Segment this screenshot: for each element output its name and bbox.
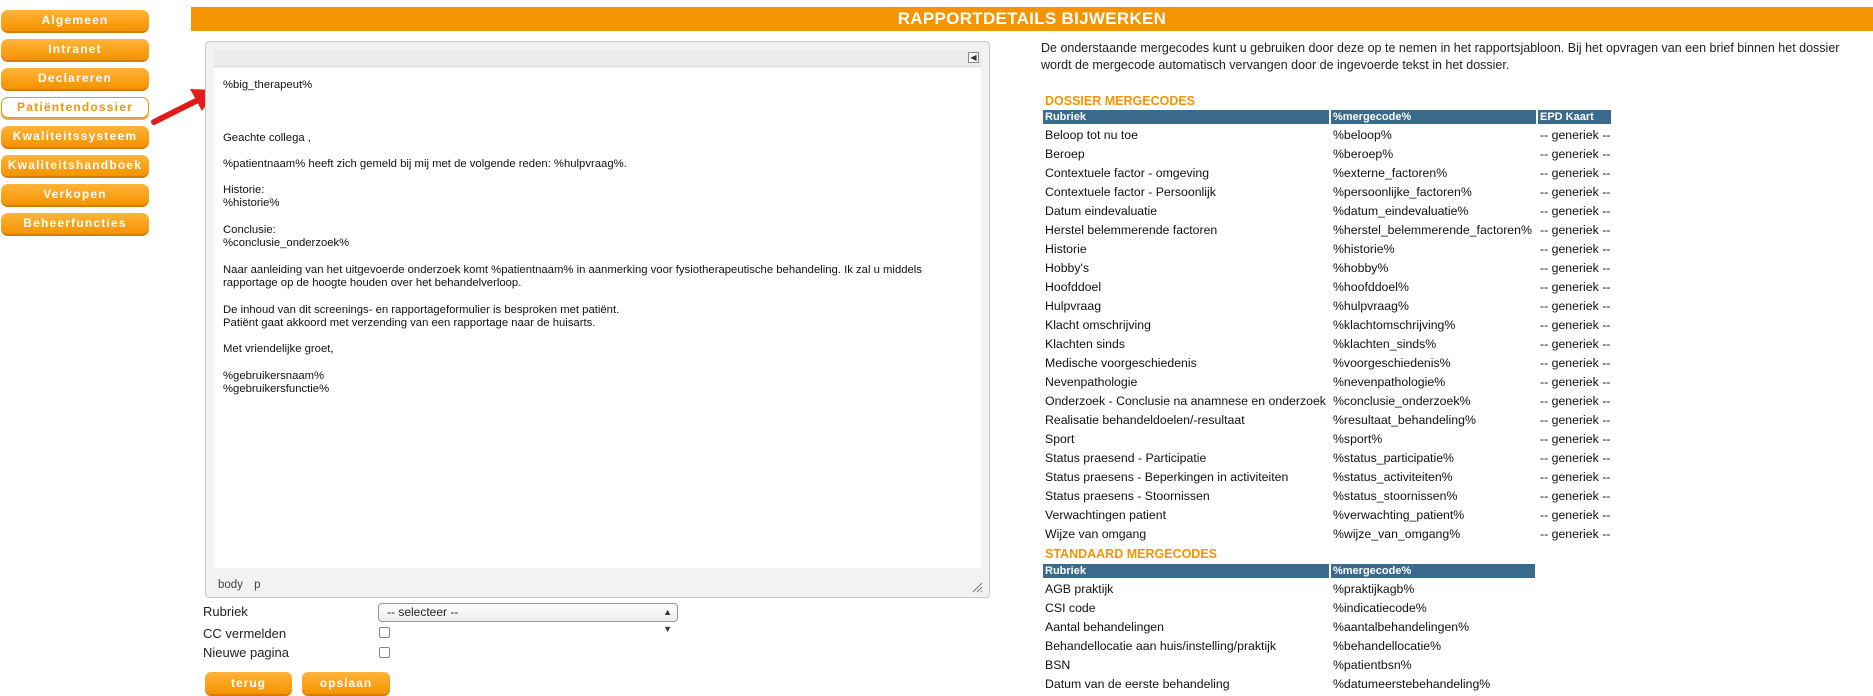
terug-button[interactable]: terug [205,672,292,694]
cell-rubriek: BSN [1045,658,1071,672]
cell-epd-kaart: -- generiek -- [1540,166,1611,180]
rubriek-select[interactable] [378,603,678,634]
nieuwe-pagina-label: Nieuwe pagina [203,645,290,660]
cell-epd-kaart: -- generiek -- [1540,489,1611,503]
cell-rubriek: AGB praktijk [1045,582,1114,596]
cell-rubriek: Medische voorgeschiedenis [1045,356,1197,370]
table-row [1043,373,1613,392]
cell-mergecode: %hulpvraag% [1333,299,1409,313]
cell-epd-kaart: -- generiek -- [1540,242,1611,256]
cell-mergecode: %datumeerstebehandeling% [1333,677,1491,691]
table-row [1043,259,1613,278]
table-row [1043,506,1613,525]
cell-epd-kaart: -- generiek -- [1540,470,1611,484]
table-row [1043,221,1613,240]
cell-mergecode: %praktijkagb% [1333,582,1415,596]
cell-rubriek: Contextuele factor - Persoonlijk [1045,185,1216,199]
editor-line: %gebruikersnaam% [223,370,325,382]
nav-declareren[interactable]: Declareren [1,68,149,89]
table-row [1043,411,1613,430]
cell-mergecode: %resultaat_behandeling% [1333,413,1476,427]
cell-rubriek: CSI code [1045,601,1096,615]
nav-kwaliteitssysteem[interactable]: Kwaliteitssysteem [1,126,149,147]
nav-beheerfuncties[interactable]: Beheerfuncties [1,213,149,234]
cell-mergecode: %persoonlijke_factoren% [1333,185,1472,199]
cell-epd-kaart: -- generiek -- [1540,337,1611,351]
cell-mergecode: %indicatiecode% [1333,601,1427,615]
table-row [1043,126,1613,145]
cell-mergecode: %datum_eindevaluatie% [1333,204,1469,218]
editor-line: %patientnaam% heeft zich gemeld bij mij met de volgende reden: %hulpvraag%. [223,158,627,170]
cell-mergecode: %hobby% [1333,261,1389,275]
path-body[interactable]: body [218,579,243,591]
nav-kwaliteitshandboek[interactable]: Kwaliteitshandboek [1,155,149,176]
cell-mergecode: %voorgeschiedenis% [1333,356,1451,370]
table-row [1043,240,1613,259]
opslaan-button[interactable]: opslaan [302,672,390,694]
header-rubriek: Rubriek [1045,565,1086,577]
cell-rubriek: Status praesens - Beperkingen in activiteiten [1045,470,1289,484]
header-mergecode: %mergecode% [1333,565,1412,577]
table-row [1043,316,1613,335]
cell-rubriek: Sport [1045,432,1075,446]
editor-line: Conclusie: [223,224,276,236]
nav-verkopen[interactable]: Verkopen [1,184,149,205]
cell-rubriek: Status praesend - Participatie [1045,451,1207,465]
header-epd-kaart: EPD Kaart [1540,111,1594,123]
cell-rubriek: Historie [1045,242,1087,256]
cell-rubriek: Aantal behandelingen [1045,620,1164,634]
rubriek-select-value: -- selecteer -- [387,605,459,619]
cell-epd-kaart: -- generiek -- [1540,128,1611,142]
cell-rubriek: Status praesens - Stoornissen [1045,489,1210,503]
editor-line: De inhoud van dit screenings- en rapportageformulier is besproken met patiënt. [223,304,620,316]
editor-line: %historie% [223,197,280,209]
table-row [1043,656,1613,675]
resize-grip-icon[interactable] [971,581,983,593]
table-row [1043,637,1613,656]
cell-rubriek: Nevenpathologie [1045,375,1138,389]
cell-epd-kaart: -- generiek -- [1540,223,1611,237]
table-row [1043,335,1613,354]
cell-rubriek: Behandellocatie aan huis/instelling/praktijk [1045,639,1277,653]
nav-patientendossier[interactable]: Patiëntendossier [1,97,149,118]
cell-rubriek: Beroep [1045,147,1085,161]
cell-mergecode: %externe_factoren% [1333,166,1448,180]
cell-mergecode: %sport% [1333,432,1383,446]
collapse-toolbar-icon[interactable]: ◀ [968,52,979,63]
intro-text: De onderstaande mergecodes kunt u gebruiken door deze op te nemen in het rapportsjabloon. Bij het opvragen van een brief binnen het dossier wordt de mergecode automatisch vervangen door de ingevoerde tekst in het dossier. [1041,41,1840,72]
path-p[interactable]: p [254,579,261,591]
table-row [1043,468,1613,487]
cell-mergecode: %verwachting_patient% [1333,508,1465,522]
standaard-table-header [1043,564,1535,578]
cell-mergecode: %hoofddoel% [1333,280,1409,294]
cell-mergecode: %historie% [1333,242,1395,256]
cell-epd-kaart: -- generiek -- [1540,432,1611,446]
nav-algemeen[interactable]: Algemeen [1,10,149,31]
cell-rubriek: Contextuele factor - omgeving [1045,166,1210,180]
table-row [1043,487,1613,506]
table-row [1043,580,1613,599]
editor-line: %conclusie_onderzoek% [223,237,350,249]
table-row [1043,599,1613,618]
table-row [1043,449,1613,468]
select-arrows-icon: ▲ ▼ [663,607,672,634]
editor-line: %gebruikersfunctie% [223,383,330,395]
cell-mergecode: %klachtomschrijving% [1333,318,1456,332]
table-row [1043,392,1613,411]
cell-rubriek: Klacht omschrijving [1045,318,1151,332]
editor-content-area[interactable] [214,68,981,568]
cell-rubriek: Verwachtingen patient [1045,508,1167,522]
dossier-table-header [1043,110,1611,124]
cell-mergecode: %beloop% [1333,128,1392,142]
dossier-section-title: DOSSIER MERGECODES [1045,94,1196,108]
cell-mergecode: %beroep% [1333,147,1394,161]
standaard-section-title: STANDAARD MERGECODES [1045,547,1217,561]
table-row [1043,430,1613,449]
cell-rubriek: Klachten sinds [1045,337,1125,351]
editor-line: %big_therapeut% [223,79,313,91]
cell-mergecode: %conclusie_onderzoek% [1333,394,1471,408]
cell-mergecode: %status_stoornissen% [1333,489,1458,503]
cell-rubriek: Herstel belemmerende factoren [1045,223,1218,237]
header-mergecode: %mergecode% [1333,111,1412,123]
cell-epd-kaart: -- generiek -- [1540,318,1611,332]
cell-rubriek: Datum eindevaluatie [1045,204,1158,218]
editor-line: Patiënt gaat akkoord met verzending van een rapportage naar de huisarts. [223,317,596,329]
cell-mergecode: %status_participatie% [1333,451,1454,465]
table-row [1043,297,1613,316]
table-row [1043,525,1613,544]
cell-rubriek: Hulpvraag [1045,299,1102,313]
cell-rubriek: Beloop tot nu toe [1045,128,1138,142]
table-row [1043,675,1613,694]
table-row [1043,354,1613,373]
header-rubriek: Rubriek [1045,111,1086,123]
cell-rubriek: Hobby's [1045,261,1090,275]
cell-epd-kaart: -- generiek -- [1540,280,1611,294]
cell-epd-kaart: -- generiek -- [1540,527,1611,541]
cc-checkbox[interactable] [379,627,390,638]
cell-mergecode: %wijze_van_omgang% [1333,527,1461,541]
rich-text-editor [205,41,990,598]
editor-element-path [218,579,269,591]
cell-mergecode: %klachten_sinds% [1333,337,1437,351]
table-row [1043,145,1613,164]
cc-label: CC vermelden [203,626,287,641]
table-row [1043,618,1613,637]
editor-line: Geachte collega , [223,132,311,144]
cell-epd-kaart: -- generiek -- [1540,508,1611,522]
cell-mergecode: %nevenpathologie% [1333,375,1446,389]
editor-line: rapportage op de hoogte houden over het behandelverloop. [223,277,522,289]
cell-epd-kaart: -- generiek -- [1540,413,1611,427]
cell-mergecode: %herstel_belemmerende_factoren% [1333,223,1532,237]
cell-epd-kaart: -- generiek -- [1540,375,1611,389]
cell-mergecode: %status_activiteiten% [1333,470,1453,484]
editor-line: Naar aanleiding van het uitgevoerde onderzoek komt %patientnaam% in aanmerking voor fysiotherapeutische behandeling. Ik zal u middels [223,264,922,276]
rubriek-label: Rubriek [203,604,248,619]
editor-line: Historie: [223,184,265,196]
cell-epd-kaart: -- generiek -- [1540,185,1611,199]
cell-mergecode: %patientbsn% [1333,658,1412,672]
cell-mergecode: %behandellocatie% [1333,639,1442,653]
editor-line: Met vriendelijke groet, [223,343,334,355]
cell-epd-kaart: -- generiek -- [1540,356,1611,370]
cell-epd-kaart: -- generiek -- [1540,451,1611,465]
cell-rubriek: Hoofddoel [1045,280,1102,294]
cell-rubriek: Wijze van omgang [1045,527,1147,541]
table-row [1043,202,1613,221]
cell-epd-kaart: -- generiek -- [1540,261,1611,275]
cell-epd-kaart: -- generiek -- [1540,394,1611,408]
cell-epd-kaart: -- generiek -- [1540,204,1611,218]
cell-epd-kaart: -- generiek -- [1540,147,1611,161]
nav-intranet[interactable]: Intranet [1,39,149,60]
cell-rubriek: Datum van de eerste behandeling [1045,677,1230,691]
page-title: RAPPORTDETAILS BIJWERKEN [191,7,1873,31]
cell-epd-kaart: -- generiek -- [1540,299,1611,313]
table-row [1043,183,1613,202]
cell-mergecode: %aantalbehandelingen% [1333,620,1470,634]
cell-rubriek: Realisatie behandeldoelen/-resultaat [1045,413,1245,427]
table-row [1043,164,1613,183]
editor-toolbar [214,50,981,67]
nieuwe-pagina-checkbox[interactable] [379,647,390,658]
table-row [1043,278,1613,297]
cell-rubriek: Onderzoek - Conclusie na anamnese en onderzoek [1045,394,1326,408]
